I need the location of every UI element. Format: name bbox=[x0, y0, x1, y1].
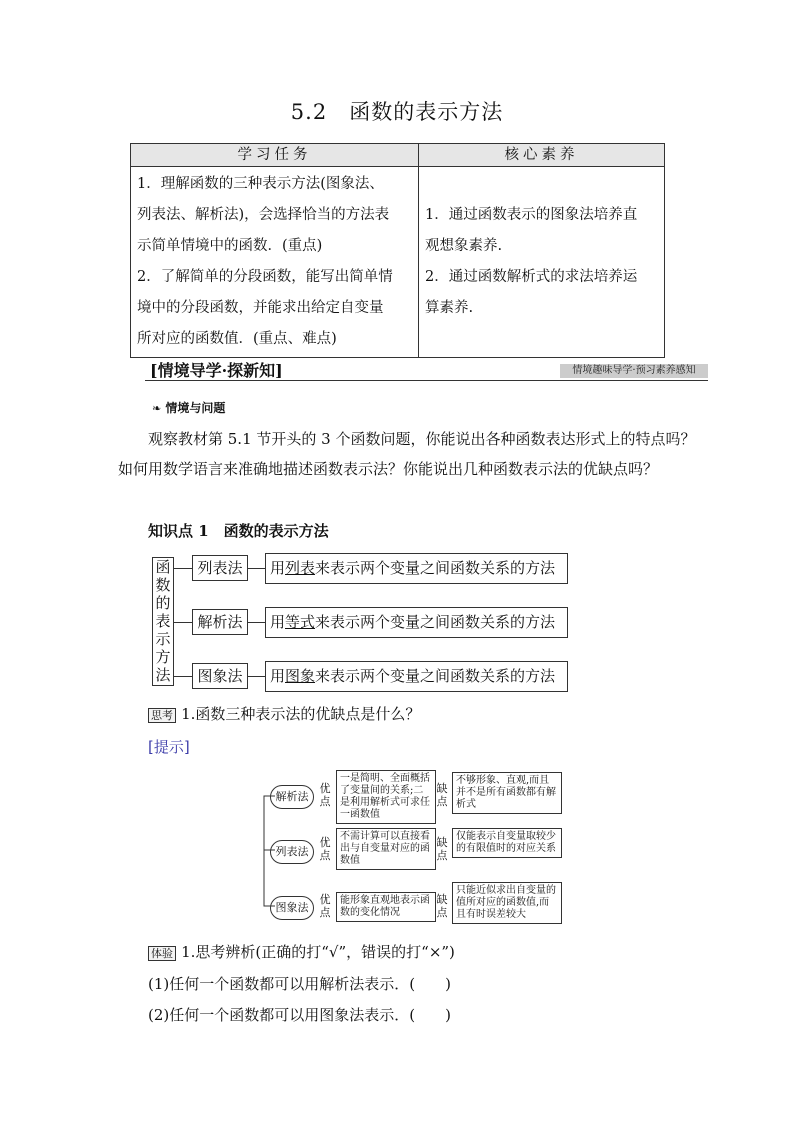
literacy-line: 算素养. bbox=[425, 300, 474, 316]
cons-label: 缺点 bbox=[436, 782, 448, 808]
pros-label: 优点 bbox=[319, 782, 331, 808]
header-core-literacy: 核心素养 bbox=[419, 144, 665, 167]
leaf-icon: ❧ bbox=[152, 402, 162, 415]
task-line: 境中的分段函数，并能求出给定自变量 bbox=[137, 300, 384, 316]
section-title: [情境导学·探新知] bbox=[150, 361, 283, 380]
intro-paragraph: 观察教材第 5.1 节开头的 3 个函数问题，你能说出各种函数表达形式上的特点吗？如何用数学语言来准确地描述函数表示法？你能说出几种函数表示法的优缺点吗？ bbox=[118, 430, 696, 478]
learning-tasks-cell bbox=[131, 167, 419, 358]
connector bbox=[247, 622, 265, 623]
judgement-item-2: (2)任何一个函数都可以用图象法表示．( ) bbox=[148, 1006, 451, 1024]
experience-instruction: 1.思考辨析(正确的打“√”，错误的打“×”) bbox=[181, 943, 455, 961]
connector bbox=[174, 676, 192, 677]
desc-suffix: 来表示两个变量之间函数关系的方法 bbox=[315, 559, 556, 577]
graph-cons: 只能近似求出自变量的值所对应的函数值,而且有时误差较大 bbox=[452, 882, 562, 924]
connector bbox=[247, 568, 265, 569]
table-pros: 不需计算可以直接看出与自变量对应的函数值 bbox=[336, 828, 436, 870]
methods-root-box: 函数的表示方法 bbox=[152, 557, 174, 686]
think-row bbox=[148, 703, 420, 724]
header-learning-tasks: 学习任务 bbox=[131, 144, 419, 167]
literacy-line: 2．通过函数解析式的求法培养运 bbox=[425, 269, 638, 285]
question-label bbox=[152, 399, 225, 416]
cons-label: 缺点 bbox=[436, 893, 448, 919]
graph-pros: 能形象直观地表示函数的变化情况 bbox=[336, 892, 436, 922]
desc-key: 列表 bbox=[285, 559, 316, 577]
think-question: 1.函数三种表示法的优缺点是什么？ bbox=[181, 705, 421, 723]
section-tag: 情境趣味导学·预习素养感知 bbox=[560, 364, 708, 378]
cons-label: 缺点 bbox=[436, 836, 448, 862]
method-box-table: 列表法 bbox=[192, 555, 248, 581]
graph-method-node: 图象法 bbox=[270, 896, 314, 920]
judgement-item-1: (1)任何一个函数都可以用解析法表示．( ) bbox=[148, 975, 451, 993]
desc-key: 图象 bbox=[285, 667, 316, 685]
pros-label: 优点 bbox=[319, 893, 331, 919]
method-box-analytic: 解析法 bbox=[192, 609, 248, 635]
analytic-pros: 一是简明、全面概括了变量间的关系;二是利用解析式可求任一函数值 bbox=[336, 770, 436, 824]
desc-suffix: 来表示两个变量之间函数关系的方法 bbox=[315, 613, 556, 631]
literacy-line: 1．通过函数表示的图象法培养直 bbox=[425, 207, 638, 223]
core-literacy-cell bbox=[419, 167, 665, 358]
task-line: 列表法、解析法)，会选择恰当的方法表 bbox=[137, 207, 390, 223]
analytic-cons: 不够形象、直观,而且并不是所有函数都有解析式 bbox=[452, 772, 562, 814]
method-desc-analytic bbox=[265, 607, 568, 638]
think-tag: 思考 bbox=[148, 708, 176, 723]
desc-key: 等式 bbox=[285, 613, 316, 631]
hint-label: [提示] bbox=[148, 738, 190, 756]
knowledge-point-1-title: 知识点 1 函数的表示方法 bbox=[148, 522, 329, 540]
table-cons: 仅能表示自变量取较少的有限值时的对应关系 bbox=[452, 828, 562, 858]
connector bbox=[174, 622, 192, 623]
question-label-text: 情境与问题 bbox=[165, 401, 226, 415]
learning-tasks-table bbox=[130, 143, 665, 358]
task-line: 示简单情境中的函数．(重点) bbox=[137, 238, 323, 254]
connector bbox=[247, 676, 265, 677]
connector bbox=[174, 568, 192, 569]
task-line: 2．了解简单的分段函数，能写出简单情 bbox=[137, 269, 393, 285]
task-line: 1．理解函数的三种表示方法(图象法、 bbox=[137, 176, 384, 192]
literacy-line: 观想象素养. bbox=[425, 238, 503, 254]
experience-row bbox=[148, 941, 455, 962]
method-desc-graph bbox=[265, 661, 568, 692]
method-box-graph: 图象法 bbox=[192, 663, 248, 689]
desc-suffix: 来表示两个变量之间函数关系的方法 bbox=[315, 667, 556, 685]
desc-prefix: 用 bbox=[270, 559, 286, 577]
analytic-method-node: 解析法 bbox=[270, 785, 314, 809]
task-line: 所对应的函数值．(重点、难点) bbox=[137, 331, 337, 347]
page-title: 5.2 函数的表示方法 bbox=[290, 100, 504, 124]
desc-prefix: 用 bbox=[270, 613, 286, 631]
pros-label: 优点 bbox=[319, 836, 331, 862]
experience-tag: 体验 bbox=[148, 946, 176, 961]
method-desc-table bbox=[265, 553, 568, 584]
desc-prefix: 用 bbox=[270, 667, 286, 685]
table-method-node: 列表法 bbox=[270, 840, 314, 864]
